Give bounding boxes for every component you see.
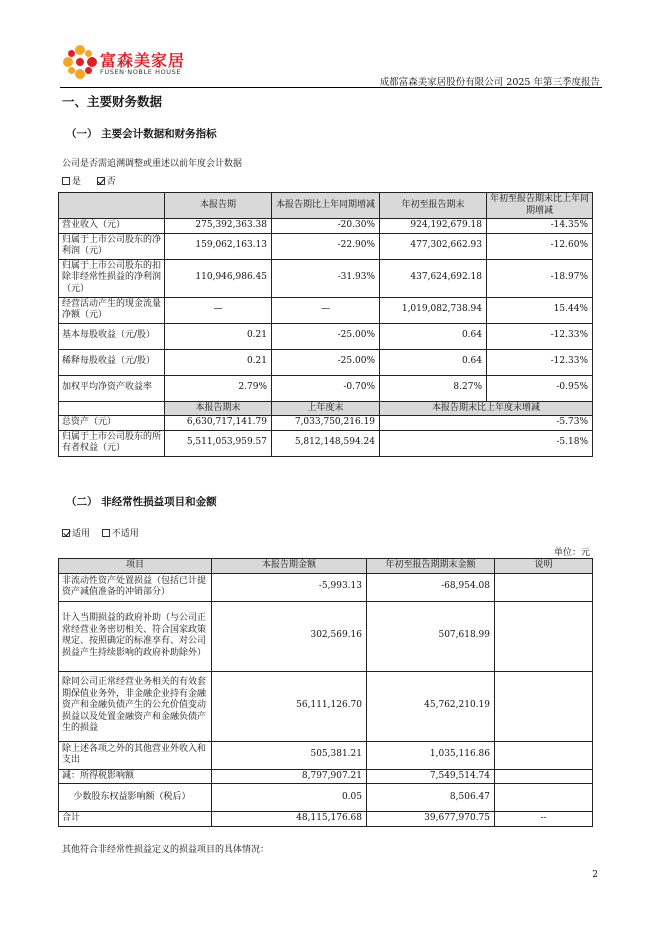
table-header: 本报告期末比上年度末增减 — [380, 401, 593, 416]
page-number: 2 — [592, 870, 598, 880]
table-row: 非流动性资产处置损益（包括已计提资产减值准备的冲销部分） -5,993.13 -68,954.08 — [59, 573, 593, 601]
table-row: 归属于上市公司股东的净利润（元） 159,062,163.13 -22.90% 477,302,662.93 -12.60% — [59, 233, 593, 259]
unit-label: 单位：元 — [553, 548, 590, 558]
table-header: 本报告期比上年同期增减 — [272, 193, 380, 219]
table-row: 加权平均净资产收益率 2.79% -0.70% 8.27% -0.95% — [59, 375, 593, 401]
section-title: 一、主要财务数据 — [62, 94, 163, 109]
header-divider — [60, 87, 602, 88]
subsection-title-2: （二） 非经常性损益项目和金额 — [66, 496, 217, 508]
checkbox-not-applicable[interactable] — [102, 529, 110, 537]
company-logo — [62, 44, 212, 84]
financial-data-table — [58, 192, 593, 457]
table-row: 营业收入（元） 275,392,363.38 -20.30% 924,192,679.18 -14.35% — [59, 219, 593, 234]
table-row: 合计 48,115,176.68 39,677,970.75 -- — [59, 812, 593, 827]
table-row: 除同公司正常经营业务相关的有效套期保值业务外，非金融企业持有金融资产和金融负债产生的公允价值变动损益以及处置金融资产和金融负债产生的损益 56,111,126.70 45,762,210.19 — [59, 671, 593, 741]
option-no-label: 否 — [106, 177, 116, 187]
logo-subtitle: FUSEN·NOBLE HOUSE — [100, 68, 182, 76]
report-title: 成都富森美家居股份有限公司 2025 年第三季度报告 — [379, 77, 600, 88]
table-row: 基本每股收益（元/股） 0.21 -25.00% 0.64 -12.33% — [59, 323, 593, 349]
footnote: 其他符合非经常性损益定义的损益项目的具体情况： — [62, 845, 270, 855]
table-header: 年初至报告期末比上年同期增减 — [487, 193, 593, 219]
table-row: 稀释每股收益（元/股） 0.21 -25.00% 0.64 -12.33% — [59, 349, 593, 375]
table-header: 项目 — [59, 559, 212, 574]
table-header — [59, 193, 165, 219]
table-header: 说明 — [495, 559, 593, 574]
table-row: 总资产（元） 6,630,717,141.79 7,033,750,216.19 -5.73% — [59, 416, 593, 431]
checkbox-yes[interactable] — [62, 177, 70, 185]
checkbox-applicable[interactable] — [62, 529, 70, 537]
table-row: 少数股东权益影响额（税后） 0.05 8,506.47 — [59, 784, 593, 812]
table-header: 本报告期末 — [165, 401, 272, 416]
table-row: 除上述各项之外的其他营业外收入和支出 505,381.21 1,035,116.86 — [59, 741, 593, 769]
table-header: 本报告期金额 — [212, 559, 367, 574]
checkbox-no[interactable] — [97, 177, 105, 185]
logo-text: 富森美家居 — [100, 51, 186, 70]
table-row: 计入当期损益的政府补助（与公司正常经营业务密切相关、符合国家政策规定、按照确定的标准享有、对公司损益产生持续影响的政府补助除外） 302,569.16 507,618.99 — [59, 601, 593, 671]
option-applicable-label: 适用 — [72, 529, 91, 539]
table-header: 年初至报告期末 — [380, 193, 487, 219]
table-row: 归属于上市公司股东的所有者权益（元） 5,511,053,959.57 5,812,148,594.24 -5.18% — [59, 430, 593, 456]
table-header: 本报告期 — [165, 193, 272, 219]
option-yes-label: 是 — [72, 177, 82, 187]
table-row: 经营活动产生的现金流量净额（元） — — 1,019,082,738.94 15.44% — [59, 297, 593, 323]
table-row: 减：所得税影响额 8,797,907.21 7,549,514.74 — [59, 769, 593, 784]
table-header: 上年度末 — [272, 401, 380, 416]
applicable-options — [62, 526, 139, 539]
non-recurring-items-table — [58, 558, 593, 827]
table-row: 归属于上市公司股东的扣除非经常性损益的净利润（元） 110,946,986.45 -31.93% 437,624,692.18 -18.97% — [59, 259, 593, 297]
option-not-applicable-label: 不适用 — [111, 529, 139, 539]
retro-options — [62, 174, 116, 187]
logo-mark-icon — [62, 44, 98, 80]
retro-question: 公司是否需追溯调整或重述以前年度会计数据 — [62, 159, 243, 169]
table-header: 年初至报告期期末金额 — [367, 559, 495, 574]
subsection-title-1: （一） 主要会计数据和财务指标 — [66, 128, 217, 140]
